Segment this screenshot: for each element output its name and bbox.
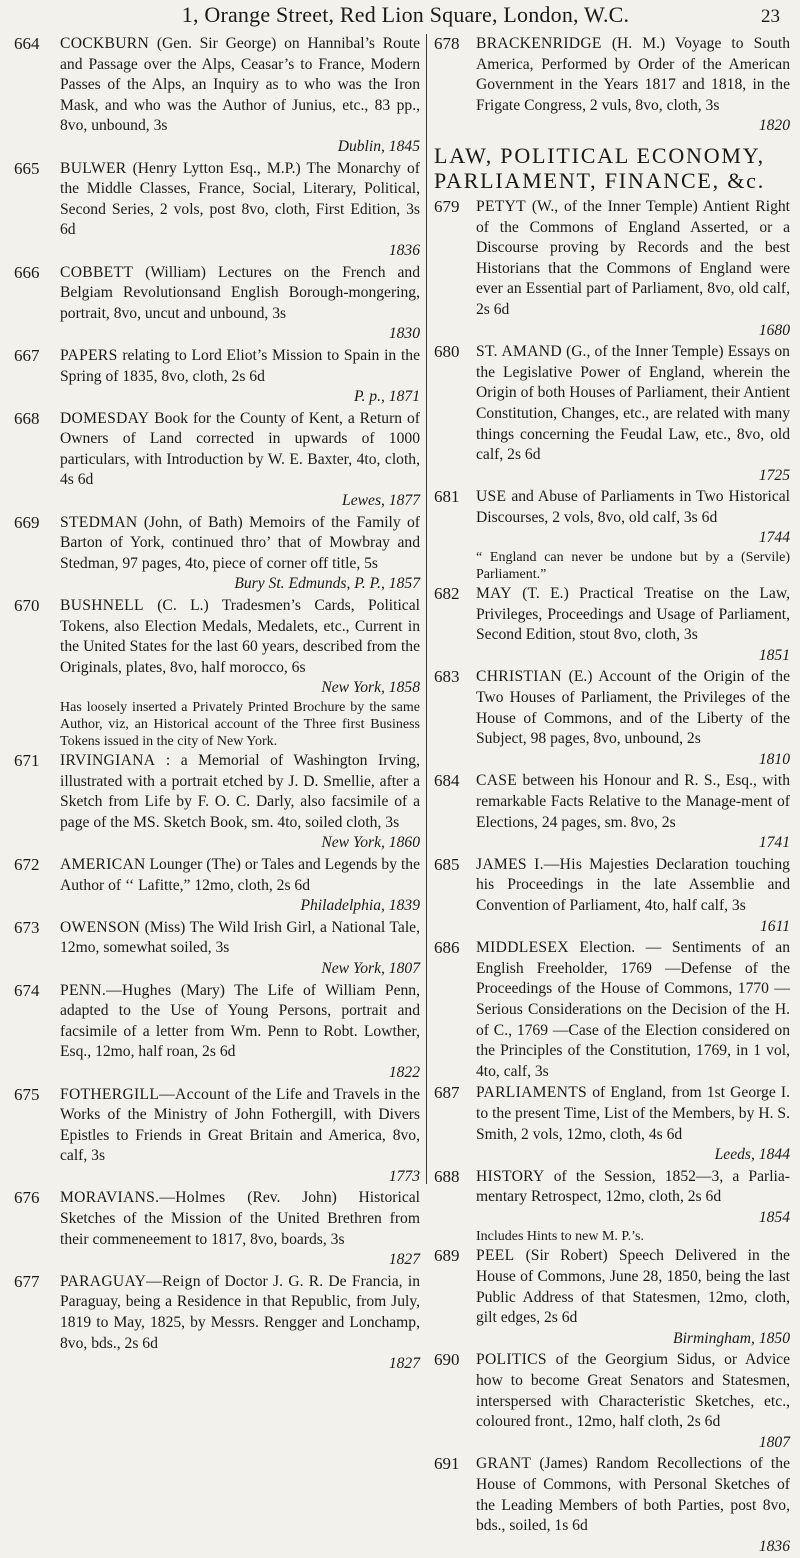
entry-imprint: 1827 bbox=[388, 1251, 420, 1269]
entry-description: (H. M.) Voyage to South America, Performed by Order of the American Government in the Years 1817 and 1818, in the Frigate Congress, 2 vuls, 8vo, cloth, 3s bbox=[476, 35, 790, 114]
entry-imprint: 1680 bbox=[758, 321, 790, 339]
entry-headword: DOMESDAY bbox=[60, 409, 150, 427]
entry-headword: MORAVIANS.—Holmes bbox=[60, 1189, 226, 1207]
entry-imprint: 1851 bbox=[758, 646, 790, 664]
lot-number: 690 bbox=[434, 1350, 460, 1370]
entry-description: (Rev. John) Historical Sketches of the Mission of the United Brethren from their commeneement to 1817, 8vo, boards, 3s bbox=[60, 1189, 421, 1248]
lot-number: 665 bbox=[14, 158, 40, 178]
catalogue-entry bbox=[14, 1085, 420, 1188]
lot-number: 670 bbox=[14, 596, 40, 616]
catalogue-entry bbox=[434, 1083, 790, 1165]
entry-description: (Sir Robert) Speech Delivered in the House of Commons, June 28, 1850, being the last Public Address of that Statesmen, 12mo, cloth, gilt edges, 2s 6d bbox=[476, 1247, 790, 1327]
entry-imprint: 1854 bbox=[758, 1208, 790, 1226]
entry-headword: CHRISTIAN bbox=[476, 668, 562, 686]
entry-imprint: Dublin, 1845 bbox=[337, 137, 420, 155]
entry-headword: BRACKENRIDGE bbox=[476, 35, 602, 52]
entry-description: (James) Random Recollections of the House of Commons, with Personal Sketches of the Leading Members of both Parties, post 8vo, bds., soiled, 1s 6d bbox=[476, 1455, 790, 1535]
entry-note: “ England can never be undone but by a (Servile) Parliament.” bbox=[476, 550, 790, 583]
lot-number: 677 bbox=[14, 1271, 40, 1291]
catalogue-entry bbox=[434, 197, 790, 341]
lot-number: 675 bbox=[14, 1084, 40, 1104]
entry-description: (Henry Lytton Esq., M.P.) The Monarchy of the Middle Classes, France, Social, Literary, Political, Second Series, 2 vols, post 8vo, cloth, First Edition, 3s 6d bbox=[60, 159, 420, 239]
entry-headword: PARAGUAY—Reign bbox=[60, 1272, 201, 1290]
entry-imprint: 1836 bbox=[758, 1537, 790, 1555]
lot-number: 679 bbox=[434, 196, 460, 216]
entry-description: relating to Lord Eliot’s Mission to Spain in the Spring of 1835, 8vo, cloth, 2s 6d bbox=[60, 346, 420, 385]
section-heading: LAW, POLITICAL ECONOMY, PARLIAMENT, FINANCE, &c. bbox=[434, 142, 766, 193]
entry-imprint: 1773 bbox=[388, 1167, 420, 1185]
catalogue-entry bbox=[434, 34, 790, 137]
entry-description: (Miss) The Wild Irish Girl, a National Tale, 12mo, somewhat soiled, 3s bbox=[60, 918, 420, 957]
catalogue-entry bbox=[434, 1350, 790, 1453]
catalogue-entry bbox=[14, 1188, 420, 1270]
catalogue-entry bbox=[434, 855, 790, 937]
entry-description: of the Georgium Sidus, or Advice how to become Great Senators and Statesmen, interspersed with Characteristic Sketches, etc., coloured front., 12mo, half cloth, 2s 6d bbox=[476, 1351, 791, 1431]
entry-description: (T. E.) Practical Treatise on the Law, Privileges, Proceedings and Usage of Parliament, Second Edition, stout 8vo, cloth, 3s bbox=[476, 585, 790, 644]
entry-headword: POLITICS bbox=[476, 1351, 547, 1369]
left-column bbox=[14, 34, 420, 1376]
catalogue-entry bbox=[434, 938, 790, 1082]
entry-imprint: 1807 bbox=[758, 1433, 790, 1451]
entry-headword: OWENSON bbox=[60, 918, 141, 936]
entry-description: of the Life and Travels in the Works of the Ministry of John Fothergill, with Divers Epistles to Friends in Great Britain and America, 8vo, calf, 3s bbox=[60, 1085, 420, 1165]
entry-headword: PARLIAMENTS bbox=[476, 1084, 588, 1102]
lot-number: 669 bbox=[14, 512, 40, 532]
entry-note: Has loosely inserted a Privately Printed Brochure by the same Author, viz, an Historical account of the Three first Business Tokens issued in the city of New York. bbox=[60, 700, 420, 749]
entry-headword: FOTHERGILL—Account bbox=[60, 1085, 230, 1103]
entry-headword: AMERICAN bbox=[60, 855, 146, 873]
lot-number: 671 bbox=[14, 751, 40, 770]
entry-description: Lounger (The) or Tales and Legends by the Author of ‘‘ Lafitte,” 12mo, cloth, 2s 6d bbox=[60, 855, 420, 894]
lot-number: 672 bbox=[14, 854, 40, 874]
lot-number: 683 bbox=[434, 667, 460, 687]
entry-imprint: 1830 bbox=[388, 325, 420, 343]
entry-headword: USE bbox=[476, 488, 507, 506]
entry-imprint: 1822 bbox=[388, 1063, 420, 1081]
catalogue-entry bbox=[434, 1454, 790, 1557]
entry-imprint: 1741 bbox=[758, 834, 790, 852]
entry-headword: GRANT bbox=[476, 1455, 532, 1473]
entry-headword: STEDMAN bbox=[60, 513, 138, 531]
lot-number: 676 bbox=[14, 1188, 40, 1208]
page-number: 23 bbox=[761, 6, 780, 27]
catalogue-entry bbox=[14, 409, 420, 512]
entry-imprint: P. p., 1871 bbox=[354, 388, 420, 406]
entry-description: (Gen. Sir George) on Hannibal’s Route and Passage over the Alps, Ceasar’s to France, Modern Passes of the Alps, an Inquiry as to who was the Iron Mask, and who was the Author of Junius, etc., 83 pp., 8vo, unbound, 3s bbox=[60, 35, 420, 135]
catalogue-entry bbox=[434, 584, 790, 666]
entry-note: Includes Hints to new M. P.’s. bbox=[476, 1229, 644, 1245]
entry-imprint: Bury St. Edmunds, P. P., 1857 bbox=[234, 575, 420, 593]
lot-number: 688 bbox=[434, 1166, 460, 1186]
catalogue-entry bbox=[14, 981, 420, 1084]
lot-number: 684 bbox=[434, 771, 460, 791]
lot-number: 681 bbox=[434, 487, 460, 507]
lot-number: 689 bbox=[434, 1246, 460, 1266]
page-header bbox=[58, 2, 780, 28]
entry-headword: MIDDLESEX bbox=[476, 939, 569, 957]
lot-number: 682 bbox=[434, 584, 460, 604]
entry-headword: MAY bbox=[476, 585, 512, 603]
entry-headword: PEEL bbox=[476, 1247, 515, 1265]
catalogue-entry bbox=[14, 1272, 420, 1375]
entry-imprint: New York, 1807 bbox=[321, 959, 420, 977]
column-divider bbox=[426, 34, 427, 1184]
entry-imprint: 1827 bbox=[388, 1355, 420, 1373]
catalogue-entry bbox=[434, 667, 790, 770]
entry-imprint: 1820 bbox=[758, 117, 790, 135]
entry-imprint: 1836 bbox=[388, 241, 420, 259]
entry-headword: PENN.—Hughes bbox=[60, 981, 172, 999]
entry-description: (C. L.) Tradesmen’s Cards, Political Tokens, also Election Medals, Medalets, etc., Current in the United States for the last 60 years, described from the Originals, plates, 8vo, half morocco, 6s bbox=[60, 597, 420, 676]
lot-number: 667 bbox=[14, 345, 40, 365]
entry-description: (E.) Account of the Origin of the Two Houses of Parliament, the Privileges of the House of Commons, and of the Liberty of the Subject, 98 pages, 8vo, unbound, 2s bbox=[476, 668, 790, 748]
entry-headword: COCKBURN bbox=[60, 35, 150, 52]
entry-imprint: New York, 1858 bbox=[321, 679, 420, 697]
entry-headword: PAPERS bbox=[60, 346, 118, 364]
catalogue-entry bbox=[14, 346, 420, 408]
entry-imprint: 1725 bbox=[758, 466, 790, 484]
lot-number: 664 bbox=[14, 34, 40, 53]
catalogue-entry bbox=[14, 263, 420, 345]
lot-number: 666 bbox=[14, 262, 40, 282]
entry-description: between his Honour and R. S., Esq., with remarkable Facts Relative to the Manage-ment of Elections, 24 pages, sm. 8vo, 2s bbox=[476, 772, 790, 831]
catalogue-entry bbox=[434, 1246, 790, 1349]
entry-headword: JAMES I.—His bbox=[476, 855, 583, 873]
catalogue-entry bbox=[14, 918, 420, 980]
lot-number: 673 bbox=[14, 917, 40, 937]
entry-headword: ST. AMAND bbox=[476, 343, 562, 361]
entry-description: (W., of the Inner Temple) Antient Right of the Commons of England Asserted, or a Discourse proving by Records and the best Historians that the Commons of England were ever an Essential part of Parliament, 8vo, old calf, 2s 6d bbox=[476, 197, 790, 318]
catalogue-entry bbox=[14, 855, 420, 917]
entry-headword: PETYT bbox=[476, 197, 527, 215]
catalogue-entry bbox=[14, 159, 420, 262]
entry-headword: COBBETT bbox=[60, 263, 134, 281]
entry-imprint: Leeds, 1844 bbox=[714, 1146, 790, 1164]
entry-description: Book for the County of Kent, a Return of Owners of Land corrected in upwards of 1000 particulars, with Introduction by W. E. Baxter, 4to, cloth, 4s 6d bbox=[60, 409, 420, 489]
entry-description: Election. — Sentiments of an English Freeholder, 1769 —Defense of the Proceedings of the House of Commons, 1770 —Serious Considerations on the Decision of the H. of C., 1769 —Case of the Election considered on the Principles of the Constitution, 1769, in 1 vol, 4to, calf, 3s bbox=[476, 939, 790, 1080]
entry-imprint: Lewes, 1877 bbox=[342, 492, 420, 510]
lot-number: 685 bbox=[434, 854, 460, 874]
catalogue-entry bbox=[14, 596, 420, 750]
entry-description: of Doctor J. G. R. De Francia, in Paraguay, being a Residence in that Republic, from July, 1819 to May, 1825, by Messrs. Rengger and Lonchamp, 8vo, bds., 2s 6d bbox=[60, 1272, 420, 1352]
catalogue-entry bbox=[434, 771, 790, 853]
catalogue-entry bbox=[14, 751, 420, 854]
entry-description: of the Session, 1852—3, a Parlia-mentary Retrospect, 12mo, cloth, 2s 6d bbox=[476, 1167, 790, 1206]
entry-headword: HISTORY bbox=[476, 1167, 545, 1185]
entry-description: and Abuse of Parliaments in Two Historical Discourses, 2 vols, 8vo, old calf, 3s 6d bbox=[476, 488, 790, 526]
entry-description: (G., of the Inner Temple) Essays on the Legislative Power of England, wherein the Origin of both Houses of Parliament, their Antient Constitution, Changes, etc., are related with many things concerning the Feudal Law, etc., 8vo, old calf, 2s 6d bbox=[476, 343, 790, 464]
entry-description: Majesties Declaration touching his Proceedings in the late Assemblie and Convention of Parliament, 4to, half calf, 3s bbox=[476, 855, 790, 914]
entry-imprint: New York, 1860 bbox=[321, 834, 420, 852]
entry-description: (William) Lectures on the French and Belgiam Revolutionsand English Borough-mongering, portrait, 8vo, uncut and unbound, 3s bbox=[60, 263, 420, 322]
entry-headword: BULWER bbox=[60, 159, 127, 177]
entry-imprint: Birmingham, 1850 bbox=[673, 1329, 790, 1347]
lot-number: 668 bbox=[14, 408, 40, 428]
lot-number: 674 bbox=[14, 980, 40, 1000]
entry-headword: CASE bbox=[476, 772, 518, 790]
entry-headword: BUSHNELL bbox=[60, 597, 144, 615]
entry-imprint: Philadelphia, 1839 bbox=[300, 897, 420, 915]
entry-imprint: 1744 bbox=[758, 529, 790, 547]
entry-imprint: 1810 bbox=[758, 750, 790, 768]
lot-number: 680 bbox=[434, 342, 460, 362]
catalogue-entry bbox=[434, 487, 790, 583]
entry-description: (John, of Bath) Memoirs of the Family of Barton of York, continued thro’ that of Mowbray and Stedman, 97 pages, 4to, piece of corner off title, 5s bbox=[60, 513, 420, 572]
entry-imprint: 1611 bbox=[759, 917, 790, 935]
right-column bbox=[434, 34, 790, 1558]
page-title: 1, Orange Street, Red Lion Square, London, W.C. bbox=[181, 2, 630, 27]
catalogue-entry bbox=[14, 513, 420, 595]
catalogue-entry bbox=[14, 34, 420, 158]
entry-description: (Mary) The Life of William Penn, adapted to the Use of Young Persons, portrait and facsimile of a letter from Wm. Penn to Robt. Lowther, Esq., 12mo, half roan, 2s 6d bbox=[60, 981, 420, 1061]
catalogue-entry bbox=[434, 342, 790, 486]
lot-number: 686 bbox=[434, 938, 460, 958]
entry-description: : a Memorial of Washington Irving, illustrated with a portrait etched by J. D. Smellie, after a Sketch from Life by F. O. C. Darly, also facsimile of a page of the MS. Sketch Book, sm. 4to, soiled cloth, 3s bbox=[60, 752, 421, 831]
entry-headword: IRVINGIANA bbox=[60, 752, 156, 769]
entry-description: of England, from 1st George I. to the present Time, List of the Members, by H. S. Smith, 2 vols, 12mo, cloth, 4s 6d bbox=[476, 1084, 790, 1143]
lot-number: 687 bbox=[434, 1083, 460, 1103]
lot-number: 678 bbox=[434, 34, 460, 53]
catalogue-entry bbox=[434, 1167, 790, 1246]
lot-number: 691 bbox=[434, 1454, 460, 1474]
